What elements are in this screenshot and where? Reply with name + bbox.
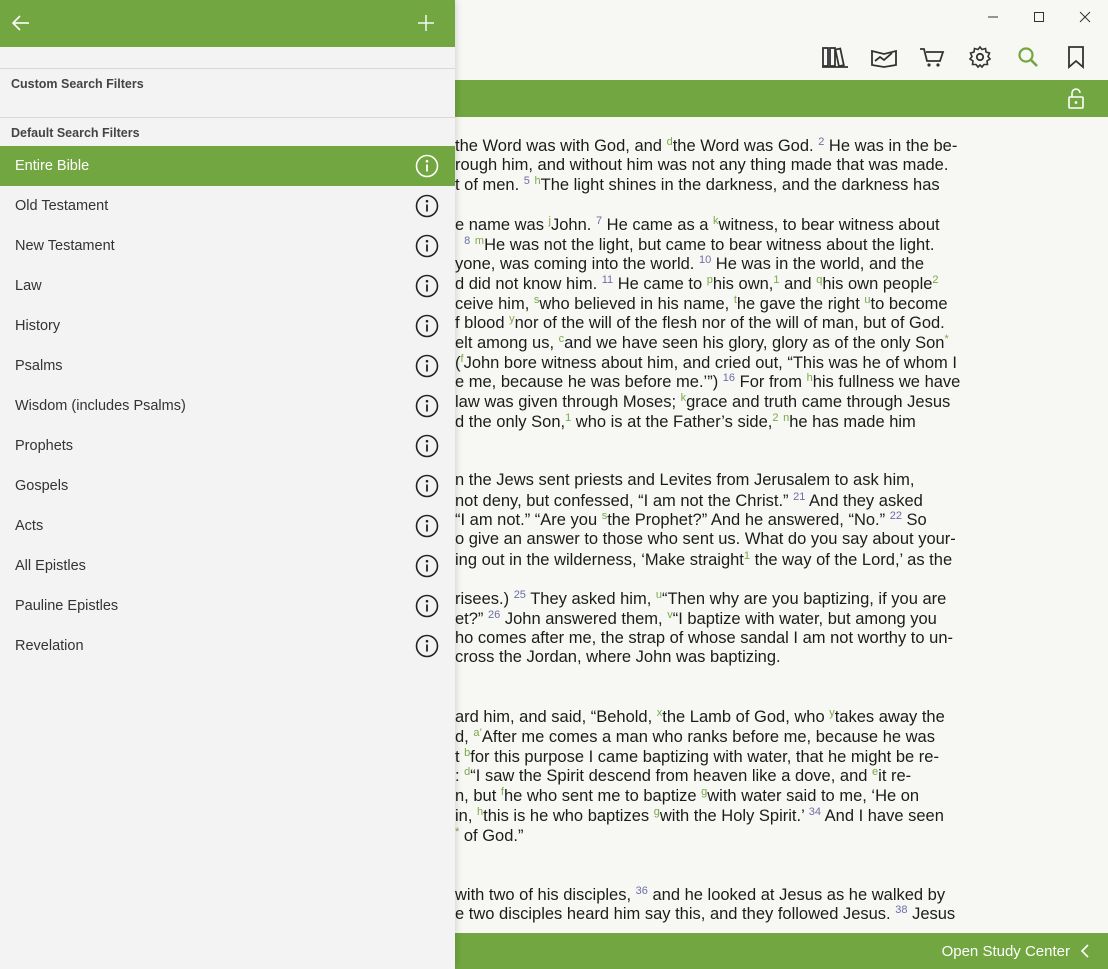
search-icon[interactable] (1012, 42, 1044, 72)
scripture-line: d the only Son,$^1$ who is at the Father’s side,$^2$ $^n$he has made him (455, 411, 916, 431)
scripture-line: f blood $^y$nor of the will of the flesh nor of the will of man, but of God. (455, 313, 945, 333)
scripture-line: ho comes after me, the strap of whose sandal I am not worthy to un- (455, 628, 953, 647)
scripture-line: ing out in the wilderness, ‘Make straight$^1$ the way of the Lord,’ as the (455, 549, 953, 569)
back-button[interactable] (6, 8, 36, 38)
divider (0, 117, 455, 118)
scripture-line: yone, was coming into the world. $^{10}$ He was in the world, and the (455, 254, 925, 274)
scripture-line: the Word was with God, and $^d$the Word was God. $^2$ He was in the be- (455, 136, 958, 155)
main-toolbar (455, 34, 1108, 80)
scripture-line: cross the Jordan, where John was baptizing. (455, 648, 781, 667)
custom-filters-heading: Custom Search Filters (11, 77, 144, 91)
filter-label: Prophets (15, 438, 74, 454)
scripture-line: law was given through Moses; $^k$grace and truth came through Jesus (455, 392, 951, 412)
close-icon (1079, 11, 1091, 23)
study-center-label: Open Study Center (941, 942, 1070, 960)
scripture-line: : $^d$“I saw the Spirit descend from heaven like a dove, and $^e$it re- (455, 766, 912, 786)
filter-label: Wisdom (includes Psalms) (15, 398, 186, 414)
add-filter-button[interactable] (411, 8, 441, 38)
filter-label: Old Testament (15, 198, 109, 214)
open-study-center-button[interactable] (942, 933, 1090, 969)
filter-item[interactable] (0, 546, 455, 586)
info-icon[interactable] (415, 394, 439, 418)
info-icon[interactable] (415, 434, 439, 458)
scripture-line: t of men. $^5$ $^h$The light shines in the darkness, and the darkness has (455, 175, 940, 195)
filter-item[interactable] (0, 306, 455, 346)
bible-reader (455, 117, 1108, 933)
info-icon[interactable] (415, 354, 439, 378)
unlock-icon[interactable] (1064, 87, 1088, 111)
filter-item[interactable] (0, 386, 455, 426)
maximize-button[interactable] (1016, 2, 1062, 32)
info-icon[interactable] (415, 194, 439, 218)
minimize-button[interactable] (970, 2, 1016, 32)
info-icon[interactable] (415, 594, 439, 618)
filter-item[interactable] (0, 266, 455, 306)
info-icon[interactable] (415, 314, 439, 338)
scripture-line: “I am not.” “Are you $^s$the Prophet?” And he answered, “No.” $^{22}$ So (455, 510, 927, 530)
filter-label: Revelation (15, 638, 84, 654)
scripture-line: elt among us, $^c$and we have seen his glory, glory as of the only Son* (455, 333, 949, 352)
title-bar (455, 0, 1108, 34)
filter-item[interactable] (0, 226, 455, 266)
info-icon[interactable] (415, 274, 439, 298)
bottom-bar (455, 933, 1108, 969)
filter-item[interactable] (0, 146, 455, 186)
scripture-line: not deny, but confessed, “I am not the Christ.” $^{21}$ And they asked (455, 490, 923, 510)
filter-item[interactable] (0, 346, 455, 386)
scripture-line: in, $^h$this is he who baptizes $^g$with the Holy Spirit.’ $^{34}$ And I have seen (455, 805, 944, 825)
scripture-line: d, $^{a’}$After me comes a man who ranks before me, because he was (455, 727, 935, 746)
scripture-line: et?” $^{26}$ John answered them, $^v$“I baptize with water, but among you (455, 608, 937, 628)
maximize-icon (1033, 11, 1045, 23)
scripture-line: n the Jews sent priests and Levites from Jerusalem to ask him, (455, 470, 915, 489)
filter-label: Gospels (15, 478, 69, 494)
filter-label: New Testament (15, 238, 115, 254)
filter-label: Psalms (15, 358, 63, 374)
default-filter-list (0, 146, 455, 666)
scripture-line: ($^f$John bore witness about him, and cried out, “This was he of whom I (455, 352, 957, 372)
scripture-line: e name was $^j$John. $^7$ He came as a $^k$witness, to bear witness about (455, 214, 940, 234)
filter-item[interactable] (0, 466, 455, 506)
reading-plans-icon[interactable] (868, 42, 900, 72)
scripture-line: o give an answer to those who sent us. What do you say about your- (455, 530, 956, 548)
scripture-line: rough him, and without him was not any thing made that was made. (455, 155, 949, 174)
filter-item[interactable] (0, 626, 455, 666)
gear-icon[interactable] (964, 42, 996, 72)
scripture-line: e two disciples heard him say this, and they followed Jesus. $^{38}$ Jesus (455, 904, 956, 924)
search-filters-panel (0, 0, 455, 969)
scripture-line: $^8$ $^m$He was not the light, but came to bear witness about the light. (464, 234, 935, 254)
filter-item[interactable] (0, 186, 455, 226)
divider (0, 68, 455, 69)
filter-label: Entire Bible (15, 158, 90, 174)
scripture-line: * of God.” (455, 825, 524, 845)
bookmark-icon[interactable] (1060, 42, 1092, 72)
info-icon[interactable] (415, 234, 439, 258)
library-icon[interactable] (819, 42, 851, 72)
scripture-line: ard him, and said, “Behold, $^x$the Lamb of God, who $^y$takes away the (455, 707, 945, 727)
scripture-line: t $^b$for this purpose I came baptizing with water, that he might be re- (455, 746, 939, 766)
info-icon[interactable] (415, 514, 439, 538)
filter-item[interactable] (0, 506, 455, 546)
scripture-line: with two of his disciples, $^{36}$ and he looked at Jesus as he walked by (455, 884, 946, 904)
panel-header (0, 0, 455, 47)
scripture-line: e me, because he was before me.’”) $^{16}$ For from $^h$his fullness we have (455, 372, 961, 392)
filter-label: History (15, 318, 61, 334)
info-icon[interactable] (415, 554, 439, 578)
back-arrow-icon (11, 15, 31, 31)
scripture-line: ceive him, $^s$who believed in his name, $^t$he gave the right $^u$to become (455, 293, 948, 313)
cart-icon[interactable] (916, 42, 948, 72)
filter-label: All Epistles (15, 558, 86, 574)
scripture-line: d did not know him. $^{11}$ He came to $^p$his own,$^1$ and $^q$his own people$^2$ (455, 273, 939, 293)
scripture-line: risees.) $^{25}$ They asked him, $^u$“Then why are you baptizing, if you are (455, 589, 947, 609)
scripture-line: n, but $^f$he who sent me to baptize $^g$with water said to me, ‘He on (455, 786, 920, 806)
filter-label: Acts (15, 518, 44, 534)
filter-item[interactable] (0, 586, 455, 626)
chevron-left-icon (1080, 944, 1090, 958)
info-icon[interactable] (415, 634, 439, 658)
filter-label: Law (15, 278, 42, 294)
filter-item[interactable] (0, 426, 455, 466)
close-button[interactable] (1062, 2, 1108, 32)
filter-label: Pauline Epistles (15, 598, 119, 614)
plus-icon (417, 14, 435, 32)
info-icon[interactable] (415, 154, 439, 178)
reader-header-bar (455, 80, 1108, 117)
minimize-icon (987, 11, 999, 23)
info-icon[interactable] (415, 474, 439, 498)
default-filters-heading: Default Search Filters (11, 126, 140, 140)
